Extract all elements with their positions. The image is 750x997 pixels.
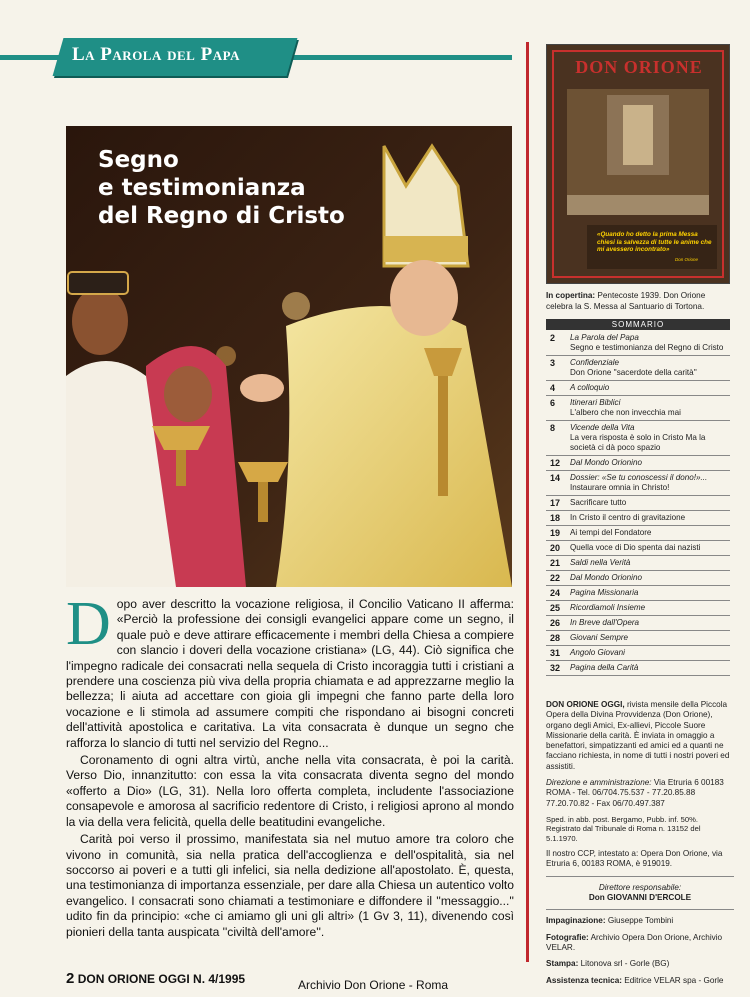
- toc-subtitle: Ai tempi del Fondatore: [570, 528, 652, 537]
- toc-page-number: 25: [550, 603, 561, 613]
- toc-subtitle: Quella voce di Dio spenta dai nazisti: [570, 543, 701, 552]
- toc-page-number: 32: [550, 663, 561, 673]
- article-body: [66, 590, 514, 942]
- toc-row: [546, 586, 730, 601]
- toc-entry: [570, 588, 730, 598]
- sommario-header: SOMMARIO: [546, 319, 730, 330]
- issue-label: DON ORIONE OGGI N. 4/1995: [77, 972, 246, 986]
- toc-page-number: 31: [550, 648, 561, 658]
- toc-row: [546, 556, 730, 571]
- toc-entry: [570, 543, 730, 553]
- toc-row: [546, 456, 730, 471]
- toc-page-number: 3: [550, 358, 556, 368]
- toc-title: Pagina Missionaria: [570, 588, 639, 597]
- colophon-intro-text: rivista mensile della Piccola Opera della Divina Provvidenza (Don Orione), organo degli Amici, Ex-allievi, Piccole Suore Missionarie della carità. È inviata in omaggio a benefattori, simpatizzanti ed amici ed a quanti ne facciano richiesta, in nome di tutti i nostri poveri ed assistiti.: [546, 700, 730, 771]
- toc-row: [546, 646, 730, 661]
- colophon-fotografie: [546, 933, 734, 954]
- toc-subtitle: Don Orione ''sacerdote della carità'': [570, 368, 697, 377]
- assist-text: Editrice VELAR spa - Gorle: [622, 975, 724, 985]
- colophon-intro: [546, 700, 734, 772]
- toc-title: Pagina della Carità: [570, 663, 639, 672]
- article-paragraph: [66, 590, 514, 751]
- cover-quote-author: Don Orione: [675, 257, 699, 262]
- caption-text: Pentecoste 1939. Don Orione celebra la S. Messa al Santuario di Tortona.: [546, 291, 706, 311]
- toc-title: Saldi nella Verità: [570, 558, 631, 567]
- toc-page-number: 14: [550, 473, 561, 483]
- toc-title: Giovani Sempre: [570, 633, 629, 642]
- column-divider: [526, 42, 529, 962]
- toc-title: A colloquio: [570, 383, 610, 392]
- drop-cap: D: [66, 590, 111, 658]
- toc-row: [546, 511, 730, 526]
- section-title: La Parola del Papa: [72, 44, 240, 65]
- direzione-label: Direzione e amministrazione:: [546, 778, 652, 788]
- toc-title: Ricordiamoli Insieme: [570, 603, 646, 612]
- toc-entry: [570, 573, 730, 583]
- toc-entry: [570, 528, 730, 538]
- paragraph-text: opo aver descritto la vocazione religiosa, il Concilio Vaticano II afferma: «Perciò la professione dei consigli evangelici appare come un segno, il quale può e deve attirare efficacemente i membri della Chiesa a compiere con slancio i doveri della vocazione cristiana» (LG, 44). Ciò significa che l'impegno radicale dei consacrati nella sequela di Cristo incoraggia tutti i cristiani a prendere una coscienza più viva della propria chiamata e ad apprezzarne meglio la bellezza; li aiuta ad accettare con gioia gli impegni che fanno parte della loro vocazione e li stimola ad assumere compiti che rispondano ai bisogni concreti dell'attività apostolica e caritativa. La vita consacrata è dunque un segno che rafforza lo slancio di tutti nel servizio del Regno...: [66, 597, 514, 750]
- toc-page-number: 12: [550, 458, 561, 468]
- cover-quote: «Quando ho detto la prima Messa chiesi la salvezza di tutte le anime che mi avessero incontrato»: [597, 231, 712, 254]
- toc-subtitle: Segno e testimonianza del Regno di Cristo: [570, 343, 724, 352]
- toc-row: [546, 541, 730, 556]
- toc-row: [546, 526, 730, 541]
- toc-entry: [570, 383, 730, 393]
- toc-page-number: 24: [550, 588, 561, 598]
- toc-entry: [570, 603, 730, 613]
- direttore-label: Direttore responsabile:: [598, 882, 682, 892]
- toc-entry: [570, 398, 730, 418]
- toc-entry: [570, 648, 730, 658]
- toc-row: [546, 331, 730, 356]
- toc-title: Itinerari Biblici: [570, 398, 621, 407]
- toc-page-number: 21: [550, 558, 561, 568]
- toc-entry: [570, 558, 730, 568]
- toc-row: [546, 616, 730, 631]
- toc-page-number: 4: [550, 383, 556, 393]
- toc-title: Vicende della Vita: [570, 423, 635, 432]
- colophon-direzione: [546, 778, 734, 809]
- toc-page-number: 26: [550, 618, 561, 628]
- toc-page-number: 2: [550, 333, 556, 343]
- toc-title: La Parola del Papa: [570, 333, 639, 342]
- colophon-stampa: [546, 959, 734, 969]
- impag-text: Giuseppe Tombini: [605, 916, 674, 926]
- toc-page-number: 18: [550, 513, 561, 523]
- article-paragraph: Carità poi verso il prossimo, manifestata sia nel mutuo amore tra coloro che vivono in comunità, sia nella pratica dell'accoglienza e dell'ospitalità, sia nel soccorso ai poveri e a tutti gli infelici, sia nella dedizione all'apostolato. È, questa, una testimonianza di importanza essenziale, per dare alla Chiesa un autentico volto evangelico. I consacrati sono chiamati a testimoniare e diffondere il ''messaggio...'' udito fin da principio: «che ci amiamo gli uni gli altri» (1 Gv 3, 11), divenendo così pionieri della tanta auspicata ''civiltà dell'amore''.: [66, 832, 514, 939]
- direttore-name: Don GIOVANNI D'ERCOLE: [588, 893, 692, 903]
- colophon-divider: [546, 909, 734, 910]
- assist-label: Assistenza tecnica:: [546, 975, 622, 985]
- stampa-text: Litonova srl - Gorle (BG): [578, 959, 670, 969]
- toc-row: [546, 421, 730, 456]
- toc-title: Confidenziale: [570, 358, 620, 367]
- toc-page-number: 6: [550, 398, 556, 408]
- archive-credit: Archivio Don Orione - Roma: [298, 978, 449, 992]
- colophon-impaginazione: [546, 916, 734, 926]
- toc-entry: [570, 358, 730, 378]
- toc-entry: [570, 498, 730, 508]
- toc-row: [546, 571, 730, 586]
- toc-entry: [570, 458, 730, 468]
- stampa-label: Stampa:: [546, 959, 579, 969]
- toc-page-number: 20: [550, 543, 561, 553]
- toc-title: Dal Mondo Orionino: [570, 458, 642, 467]
- toc-entry: [570, 618, 730, 628]
- toc-row: [546, 471, 730, 496]
- toc-subtitle: L'albero che non invecchia mai: [570, 408, 681, 417]
- toc-entry: [570, 633, 730, 643]
- foto-label: Fotografie:: [546, 932, 589, 942]
- toc-entry: [570, 663, 730, 673]
- toc-page-number: 17: [550, 498, 561, 508]
- article-title: [98, 146, 358, 230]
- toc-page-number: 8: [550, 423, 556, 433]
- impag-label: Impaginazione:: [546, 916, 606, 926]
- toc-row: [546, 381, 730, 396]
- toc-entry: [570, 423, 730, 453]
- toc-subtitle: La vera risposta è solo in Cristo Ma la società ci dà poco spazio: [570, 433, 706, 452]
- colophon-ccp: Il nostro CCP, intestato a: Opera Don Orione, via Etruria 6, 00183 ROMA, è 919019.: [546, 849, 723, 869]
- toc-entry: [570, 513, 730, 523]
- toc-subtitle: Instaurare omnia in Christo!: [570, 483, 670, 492]
- toc-row: [546, 356, 730, 381]
- direzione-text: Via Etruria 6 00183 ROMA - Tel. 06/704.75.537 - 77.20.85.88 77.20.70.82 - Fax 06/70.497.387: [546, 778, 724, 808]
- toc-row: [546, 661, 730, 676]
- colophon-direttore: [546, 883, 734, 904]
- colophon-assistenza: [546, 976, 734, 986]
- magazine-name: DON ORIONE OGGI,: [546, 700, 625, 709]
- table-of-contents: [546, 331, 730, 676]
- cover-caption: [546, 291, 734, 312]
- page-footer: [66, 970, 245, 987]
- page-number: 2: [66, 970, 75, 987]
- toc-title: Dossier: «Se tu conoscessi il dono!»...: [570, 473, 708, 482]
- toc-page-number: 28: [550, 633, 561, 643]
- colophon-sped: Sped. in abb. post. Bergamo, Pubb. inf. 50%. Registrato dal Tribunale di Roma n. 13152 del 5.1.1970.: [546, 814, 701, 843]
- toc-subtitle: Sacrificare tutto: [570, 498, 627, 507]
- article-title-line: e testimonianza: [98, 175, 306, 201]
- caption-label: In copertina:: [546, 291, 596, 300]
- toc-page-number: 22: [550, 573, 561, 583]
- article-title-line: Segno: [98, 147, 179, 173]
- toc-row: [546, 496, 730, 511]
- toc-page-number: 19: [550, 528, 561, 538]
- colophon-divider: [546, 876, 734, 877]
- toc-row: [546, 396, 730, 421]
- article-paragraph: Coronamento di ogni altra virtù, anche nella vita consacrata, è poi la carità. Verso Dio, innanzitutto: con essa la vita consacrata diventa segno del mondo «offerto a Dio» (LG, 31). Nella loro offerta completa, includente l'associazione consapevole e amorosa al sacrificio redentore di Cristo, i religiosi aprono al mondo la via della vera felicità, quella delle beatitudini evangeliche.: [66, 753, 514, 829]
- cover-masthead: DON ORIONE: [575, 57, 703, 77]
- toc-title: Angolo Giovani: [570, 648, 625, 657]
- toc-title: Dal Mondo Orionino: [570, 573, 642, 582]
- foto-text: Archivio Opera Don Orione, Archivio VELAR.: [546, 932, 723, 952]
- toc-entry: [570, 333, 730, 353]
- toc-title: In Breve dall'Opera: [570, 618, 640, 627]
- colophon: [546, 700, 734, 992]
- toc-subtitle: In Cristo il centro di gravitazione: [570, 513, 686, 522]
- toc-row: [546, 601, 730, 616]
- article-title-line: del Regno di Cristo: [98, 203, 345, 229]
- toc-row: [546, 631, 730, 646]
- toc-entry: [570, 473, 730, 493]
- cover-image: [546, 44, 730, 284]
